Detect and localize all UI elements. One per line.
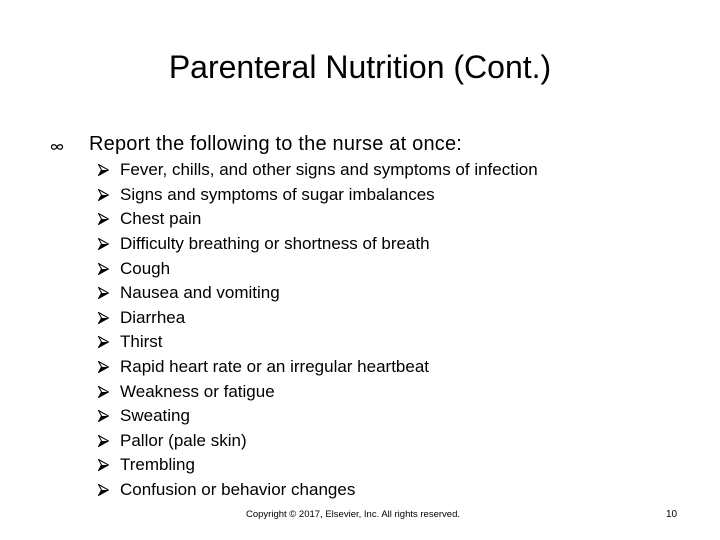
sub-bullet-text: Trembling (120, 455, 195, 475)
main-bullet-text: Report the following to the nurse at once: (89, 133, 463, 155)
sub-bullet-text: Nausea and vomiting (120, 283, 280, 303)
infinity-bullet-icon (50, 142, 64, 152)
arrowhead-bullet-icon (98, 386, 109, 398)
arrowhead-bullet-icon (98, 336, 109, 348)
arrowhead-bullet-icon (98, 312, 109, 324)
sub-bullet-item (98, 478, 538, 503)
sub-bullet-text: Weakness or fatigue (120, 381, 275, 401)
arrowhead-bullet-icon (98, 189, 109, 201)
sub-bullet-text: Fever, chills, and other signs and symptoms of infection (120, 160, 538, 180)
arrowhead-bullet-icon (98, 238, 109, 250)
arrowhead-bullet-icon (98, 410, 109, 422)
sub-bullet-item (98, 330, 538, 355)
sub-bullet-item (98, 207, 538, 232)
sub-bullet-list (98, 158, 538, 502)
sub-bullet-item (98, 429, 538, 454)
sub-bullet-text: Thirst (120, 332, 163, 352)
arrowhead-bullet-icon (98, 459, 109, 471)
arrowhead-bullet-icon (98, 213, 109, 225)
sub-bullet-text: Diarrhea (120, 307, 186, 327)
sub-bullet-item (98, 232, 538, 257)
sub-bullet-item (98, 281, 538, 306)
page-number: 10 (666, 509, 678, 520)
arrowhead-bullet-icon (98, 164, 109, 176)
arrowhead-bullet-icon (98, 435, 109, 447)
sub-bullet-text: Difficulty breathing or shortness of breath (120, 234, 430, 254)
sub-bullet-text: Rapid heart rate or an irregular heartbeat (120, 357, 430, 377)
sub-bullet-item (98, 404, 538, 429)
sub-bullet-text: Sweating (120, 406, 190, 426)
footer-copyright: Copyright © 2017, Elsevier, Inc. All rights reserved. (246, 509, 460, 520)
sub-bullet-item (98, 453, 538, 478)
sub-bullet-text: Signs and symptoms of sugar imbalances (120, 184, 435, 204)
sub-bullet-item (98, 256, 538, 281)
sub-bullet-item (98, 183, 538, 208)
sub-bullet-text: Chest pain (120, 209, 202, 229)
sub-bullet-item (98, 355, 538, 380)
arrowhead-bullet-icon (98, 287, 109, 299)
sub-bullet-text: Pallor (pale skin) (120, 430, 247, 450)
sub-bullet-item (98, 158, 538, 183)
slide-title: Parenteral Nutrition (Cont.) (168, 49, 552, 85)
sub-bullet-item (98, 306, 538, 331)
sub-bullet-item (98, 379, 538, 404)
sub-bullet-text: Cough (120, 258, 171, 278)
arrowhead-bullet-icon (98, 484, 109, 496)
arrowhead-bullet-icon (98, 263, 109, 275)
arrowhead-bullet-icon (98, 361, 109, 373)
sub-bullet-text: Confusion or behavior changes (120, 480, 356, 500)
